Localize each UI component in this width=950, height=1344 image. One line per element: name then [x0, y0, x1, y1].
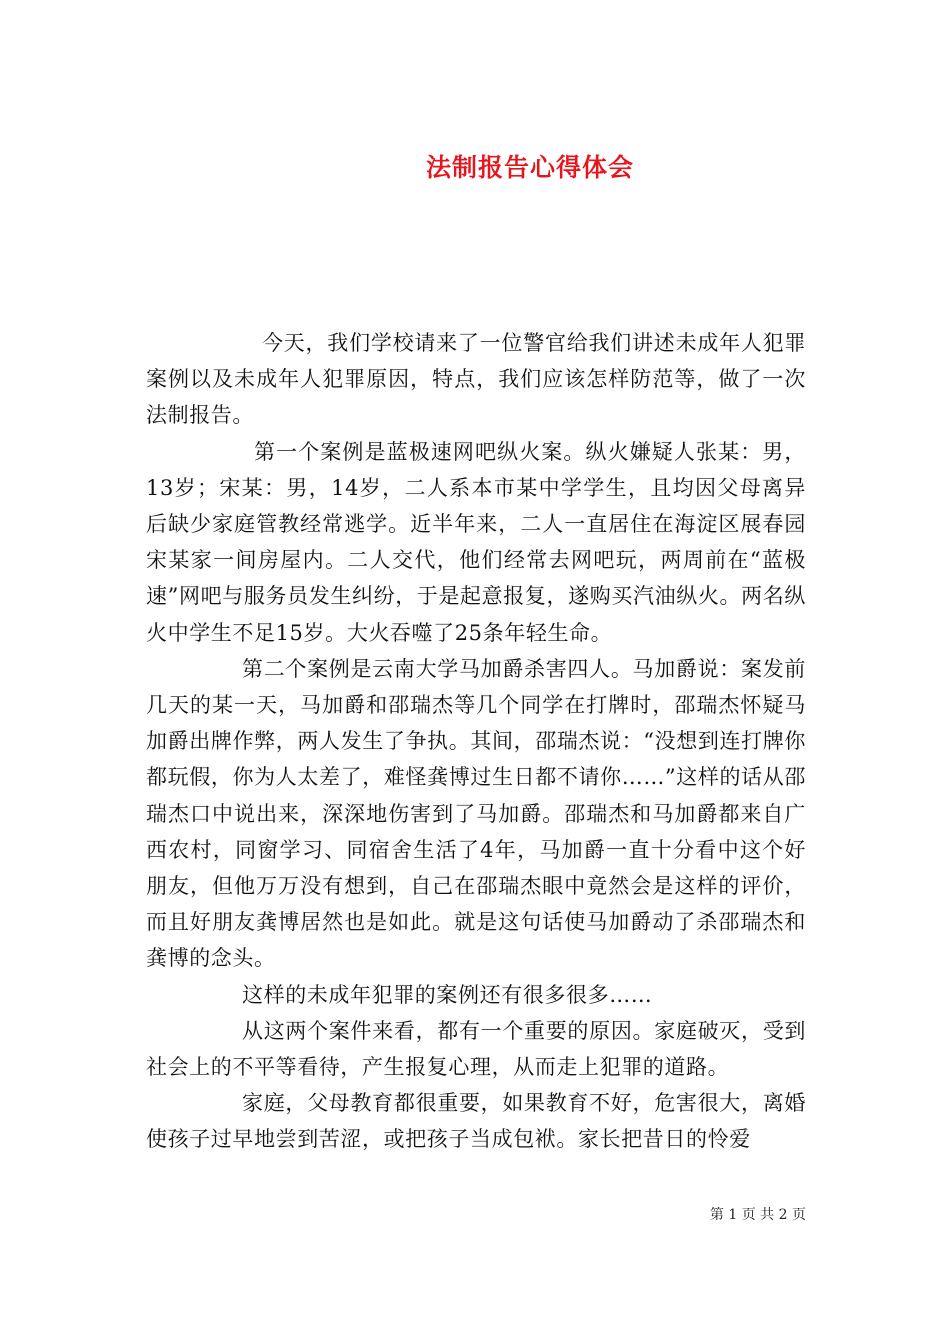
- document-body: [146, 325, 806, 1158]
- paragraph-family: 家庭，父母教育都很重要，如果教育不好，危害很大，离婚使孩子过早地尝到苦涩，或把孩子当成包袱。家长把昔日的怜爱: [146, 1091, 806, 1152]
- paragraph-more-cases: 这样的未成年犯罪的案例还有很多很多……: [242, 982, 653, 1007]
- paragraph-analysis: 从这两个案件来看，都有一个重要的原因。家庭破灭，受到社会上的不平等看待，产生报复心理，从而走上犯罪的道路。: [146, 1018, 806, 1080]
- paragraph-case-two: 第二个案例是云南大学马加爵杀害四人。马加爵说：案发前几天的某一天，马加爵和邵瑞杰等几个同学在打牌时，邵瑞杰怀疑马加爵出牌作弊，两人发生了争执。其间，邵瑞杰说：“没想到连打牌你都玩假，你为人太差了，难怪龚博过生日都不请你……”这样的话从邵瑞杰口中说出来，深深地伤害到了马加爵。邵瑞杰和马加爵都来自广西农村，同窗学习、同宿舍生活了4年，马加爵一直十分看中这个好朋友，但他万万没有想到，自己在邵瑞杰眼中竟然会是这样的评价，而且好朋友龚博居然也是如此。就是这句话使马加爵动了杀邵瑞杰和龚博的念头。: [146, 656, 806, 971]
- paragraph-case-one: 第一个案例是蓝极速网吧纵火案。纵火嫌疑人张某：男，13岁；宋某：男，14岁，二人系本市某中学学生，且均因父母离异后缺少家庭管教经常逃学。近半年来，二人一直居住在海淀区展春园宋某家一间房屋内。二人交代，他们经常去网吧玩，两周前在“蓝极速”网吧与服务员发生纠纷，于是起意报复，遂购买汽油纵火。两名纵火中学生不足15岁。大火吞噬了25条年轻生命。: [146, 439, 806, 645]
- page-number: 第 1 页 共 2 页: [709, 1207, 806, 1223]
- paragraph-intro: 今天，我们学校请来了一位警官给我们讲述未成年人犯罪案例以及未成年人犯罪原因，特点，我们应该怎样防范等，做了一次法制报告。: [146, 331, 806, 428]
- page-title: 法制报告心得体会: [425, 152, 634, 182]
